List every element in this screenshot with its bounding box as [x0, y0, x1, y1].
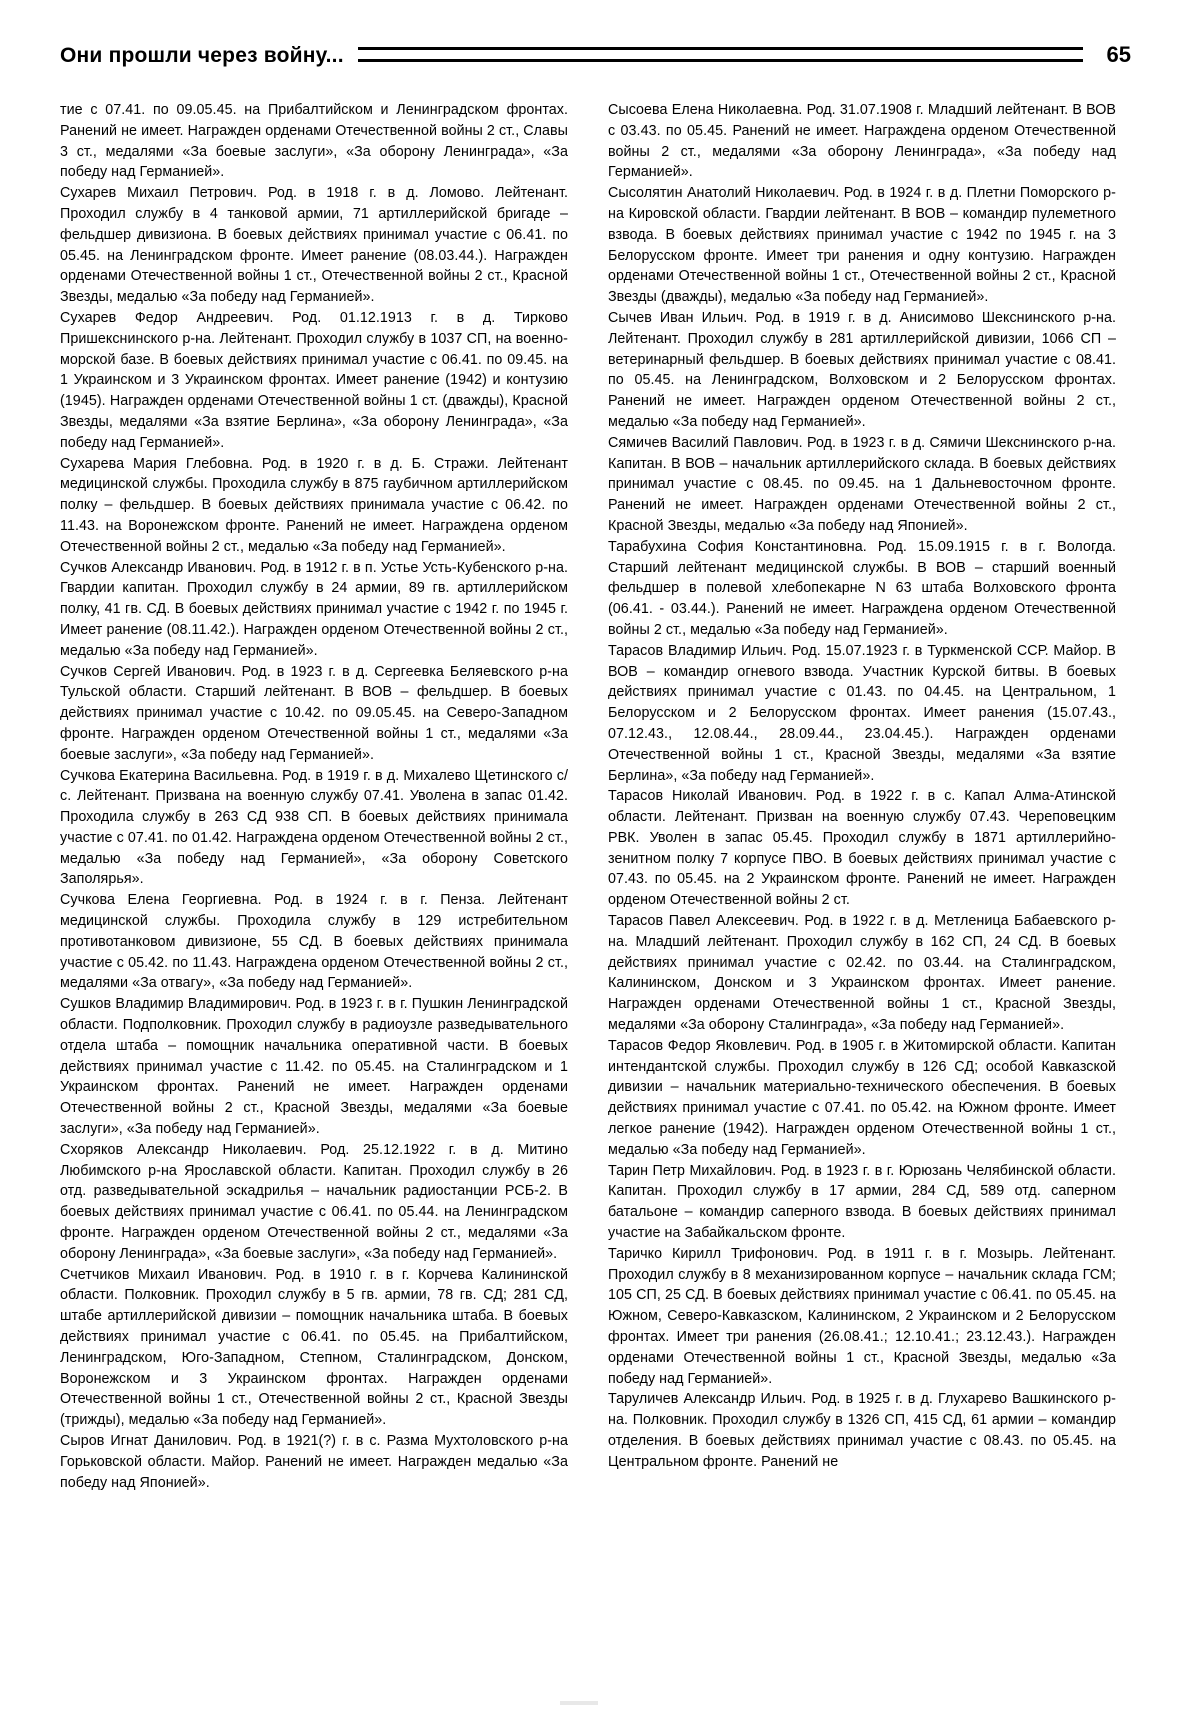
entry-paragraph: Сыров Игнат Данилович. Род. в 1921(?) г. в с. Разма Мухтоловского р-на Горьковской области. Майор. Ранений не имеет. Награжден медалью «За победу над Японией».	[60, 1433, 568, 1491]
entry-paragraph: Сычев Иван Ильич. Род. в 1919 г. в д. Анисимово Шекснинского р-на. Лейтенант. Проходил службу в 281 артиллерийской дивизии, 1066 СП – ветеринарный фельдшер. В боевых действиях принимал участие с 08.41. по 05.45. на Ленинградском, Волховском и 2 Белорусском фронтах. Ранений не имеет. Награжден орденом Отечественной войны 2 ст., медалью «За победу над Германией».	[608, 309, 1116, 430]
page-title: Они прошли через войну...	[60, 44, 344, 67]
entry-paragraph: Сучкова Елена Георгиевна. Род. в 1924 г. в г. Пенза. Лейтенант медицинской службы. Проходила службу в 129 истребительном противотанковом дивизионе, 55 СД. В боевых действиях принимала участие с 05.42. по 11.43. Награждена орденом Отечественной войны 2 ст., медалями «За отвагу», «За победу над Германией».	[60, 892, 568, 992]
column-left	[60, 100, 568, 1493]
entry-paragraph: Сухарева Мария Глебовна. Род. в 1920 г. в д. Б. Стражи. Лейтенант медицинской службы. Проходила службу в 875 гаубичном артиллерийском полку – фельдшер. В боевых действиях принимала участие с 06.42. по 11.43. на Воронежском фронте. Ранений не имеет. Награждена орденом Отечественной войны 2 ст., медалью «За победу над Германией».	[60, 455, 568, 555]
page-header	[60, 44, 1131, 66]
entry-paragraph: Сысолятин Анатолий Николаевич. Род. в 1924 г. в д. Плетни Поморского р-на Кировской области. Гвардии лейтенант. В ВОВ – командир пулеметного взвода. В боевых действиях принимал участие с 1942 по 1945 г. на 3 Белорусском фронте. Имеет три ранения и одну контузию. Награжден орденами Отечественной войны 1 ст., Отечественной войны 2 ст., Красной Звезды (дважды), медалью «За победу над Германией».	[608, 185, 1116, 306]
entry-paragraph: Тарасов Федор Яковлевич. Род. в 1905 г. в Житомирской области. Капитан интендантской службы. Проходил службу в 126 СД; особой Кавказской дивизии – начальник материально-технического обеспечения. В боевых действиях принимал участие с 07.41. по 05.42. на Южном фронте. Имеет легкое ранение (1942). Награжден орденом Отечественной войны 1 ст., медалью «За победу над Германией».	[608, 1037, 1116, 1158]
entry-paragraph: Сухарев Михаил Петрович. Род. в 1918 г. в д. Ломово. Лейтенант. Проходил службу в 4 танковой армии, 71 артиллерийской бригаде – фельдшер дивизиона. В боевых действиях принимал участие с 06.41. по 05.45. на Ленинградском фронте. Имеет ранение (08.03.44.). Награжден орденами Отечественной войны 1 ст., Отечественной войны 2 ст., Красной Звезды, медалью «За победу над Германией».	[60, 185, 568, 306]
text-columns	[60, 100, 1131, 1493]
entry-paragraph: Тарин Петр Михайлович. Род. в 1923 г. в г. Юрюзань Челябинской области. Капитан. Проходил службу в 17 армии, 284 СД, 589 отд. саперном батальоне – командир саперного взвода. В боевых действиях принимал участие на Забайкальском фронте.	[608, 1162, 1116, 1242]
entry-paragraph: Сучков Александр Иванович. Род. в 1912 г. в п. Устье Усть-Кубенского р-на. Гвардии капитан. Проходил службу в 24 армии, 89 гв. артиллерийском полку, 41 гв. СД. В боевых действиях принимал участие с 1942 г. по 1945 г. Имеет ранение (08.11.42.). Награжден орденом Отечественной войны 2 ст., медалью «За победу над Германией».	[60, 559, 568, 659]
entry-paragraph: Сухарев Федор Андреевич. Род. 01.12.1913 г. в д. Тирково Пришекснинского р-на. Лейтенант. Проходил службу в 1037 СП, на военно-морской базе. В боевых действиях принимал участие с 06.41. по 09.45. на 1 Украинском и 3 Украинском фронтах. Имеет ранение (1942) и контузию (1945). Награжден орденами Отечественной войны 1 ст. (дважды), Красной Звезды, медалями «За взятие Берлина», «За оборону Ленинграда», «За победу над Германией».	[60, 309, 568, 451]
entry-paragraph: тие с 07.41. по 09.05.45. на Прибалтийском и Ленинградском фронтах. Ранений не имеет. Награжден орденами Отечественной войны 2 ст., Славы 3 ст., медалями «За боевые заслуги», «За оборону Ленинграда», «За победу над Германией».	[60, 102, 568, 181]
page-footer-mark	[560, 1701, 598, 1705]
entry-paragraph: Сысоева Елена Николаевна. Род. 31.07.1908 г. Младший лейтенант. В ВОВ с 03.43. по 05.45. Ранений не имеет. Награждена орденом Отечественной войны 2 ст., медалями «За оборону Ленинграда», «За победу над Германией».	[608, 102, 1116, 181]
entry-paragraph: Счетчиков Михаил Иванович. Род. в 1910 г. в г. Корчева Калининской области. Полковник. Проходил службу в 5 гв. армии, 78 гв. СД; 281 СД, штабе артиллерийской дивизии – помощник начальника штаба. В боевых действиях принимал участие с 06.41. по 05.45. на Прибалтийском, Ленинградском, Юго-Западном, Степном, Сталинградском, Донском, Воронежском и 3 Украинском фронтах. Награжден орденами Отечественной войны 1 ст., Отечественной войны 2 ст., Красной Звезды (трижды), медалью «За победу над Германией».	[60, 1266, 568, 1429]
entry-paragraph: Сучкова Екатерина Васильевна. Род. в 1919 г. в д. Михалево Щетинского с/с. Лейтенант. Призвана на военную службу 07.41. Уволена в запас 01.42. Проходила службу в 263 СД 938 СП. В боевых действиях принимала участие с 07.41. по 01.42. Награждена орденом Отечественной войны 2 ст., медалью «За победу над Германией», «За оборону Советского Заполярья».	[60, 767, 568, 888]
entry-paragraph: Сучков Сергей Иванович. Род. в 1923 г. в д. Сергеевка Беляевского р-на Тульской области. Старший лейтенант. В ВОВ – фельдшер. В боевых действиях принимал участие с 10.42. по 09.05.45. на Северо-Западном фронте. Награжден орденом Отечественной войны 1 ст., медалями «За боевые заслуги», «За победу над Германией».	[60, 663, 568, 763]
column-right	[608, 100, 1116, 1473]
entry-paragraph: Схоряков Александр Николаевич. Род. 25.12.1922 г. в д. Митино Любимского р-на Ярославской области. Капитан. Проходил службу в 26 отд. разведывательной эскадрилья – начальник радиостанции РСБ-2. В боевых действиях принимал участие с 06.41. по 05.44. на Ленинградском фронте. Награжден орденом Отечественной войны 2 ст., медалями «За оборону Ленинграда», «За боевые заслуги», «За победу над Германией».	[60, 1141, 568, 1262]
entry-paragraph: Тарасов Николай Иванович. Род. в 1922 г. в с. Капал Алма-Атинской области. Лейтенант. Призван на военную службу 07.43. Череповецким РВК. Уволен в запас 05.45. Проходил службу в 1871 артиллерийно-зенитном полку 7 корпусе ПВО. В боевых действиях принимал участие с 07.43. по 05.45. на 2 Украинском фронте. Ранений не имеет. Награжден орденом Отечественной войны 2 ст.	[608, 788, 1116, 909]
entry-paragraph: Тарабухина София Константиновна. Род. 15.09.1915 г. в г. Вологда. Старший лейтенант медицинской службы. В ВОВ – старший военный фельдшер в полевой хлебопекарне N 63 штаба Волховского фронта (06.41. - 03.44.). Ранений не имеет. Награждена орденом Отечественной войны 2 ст., медалью «За победу над Германией».	[608, 538, 1116, 638]
entry-paragraph: Сушков Владимир Владимирович. Род. в 1923 г. в г. Пушкин Ленинградской области. Подполковник. Проходил службу в радиоузле разведывательного отдела штаба – помощник начальника оперативной части. В боевых действиях принимал участие с 11.42. по 05.45. на Сталинградском и 1 Украинском фронтах. Ранений не имеет. Награжден орденами Отечественной войны 2 ст., Красной Звезды, медалями «За боевые заслуги», «За победу над Германией».	[60, 996, 568, 1138]
entry-paragraph: Тарасов Владимир Ильич. Род. 15.07.1923 г. в Туркменской ССР. Майор. В ВОВ – командир огневого взвода. Участник Курской битвы. В боевых действиях принимал участие с 01.43. по 04.45. на Центральном, 1 Белорусском и 2 Белорусском фронтах. Имеет ранения (15.07.43., 07.12.43., 12.08.44., 28.09.44., 23.04.45.). Награжден орденами Отечественной войны 1 ст., Красной Звезды, медалями «За взятие Берлина», «За победу над Германией».	[608, 642, 1116, 784]
entry-paragraph: Сямичев Василий Павлович. Род. в 1923 г. в д. Сямичи Шекснинского р-на. Капитан. В ВОВ – начальник артиллерийского склада. В боевых действиях принимал участие с 08.45. по 09.45. на 1 Дальневосточном фронте. Ранений не имеет. Награжден орденами Отечественной войны 2 ст., Красной Звезды, медалью «За победу над Японией».	[608, 434, 1116, 534]
header-divider-rule	[358, 47, 1083, 62]
entry-paragraph: Таричко Кирилл Трифонович. Род. в 1911 г. в г. Мозырь. Лейтенант. Проходил службу в 8 механизированном корпусе – начальник склада ГСМ; 105 СП, 25 СД. В боевых действиях принимал участие с 06.41. по 05.45. на Южном, Северо-Кавказском, Калининском, 2 Украинском и 2 Белорусском фронтах. Имеет три ранения (26.08.41.; 12.10.41.; 23.12.43.). Награжден орденами Отечественной войны 1 ст., Красной Звезды, медалью «За победу над Германией».	[608, 1245, 1116, 1387]
page-number: 65	[1106, 42, 1131, 67]
entry-paragraph: Таруличев Александр Ильич. Род. в 1925 г. в д. Глухарево Вашкинского р-на. Полковник. Проходил службу в 1326 СП, 415 СД, 61 армии – командир отделения. В боевых действиях принимал участие с 08.43. по 05.45. на Центральном фронте. Ранений не	[608, 1391, 1116, 1470]
entry-paragraph: Тарасов Павел Алексеевич. Род. в 1922 г. в д. Метленица Бабаевского р-на. Младший лейтенант. Проходил службу в 162 СП, 24 СД. В боевых действиях принимал участие с 02.42. по 03.44. на Сталинградском, Калининском, Донском и 3 Украинском фронтах. Имеет ранение. Награжден орденами Отечественной войны 1 ст., Красной Звезды, медалями «За оборону Сталинграда», «За победу над Германией».	[608, 913, 1116, 1034]
